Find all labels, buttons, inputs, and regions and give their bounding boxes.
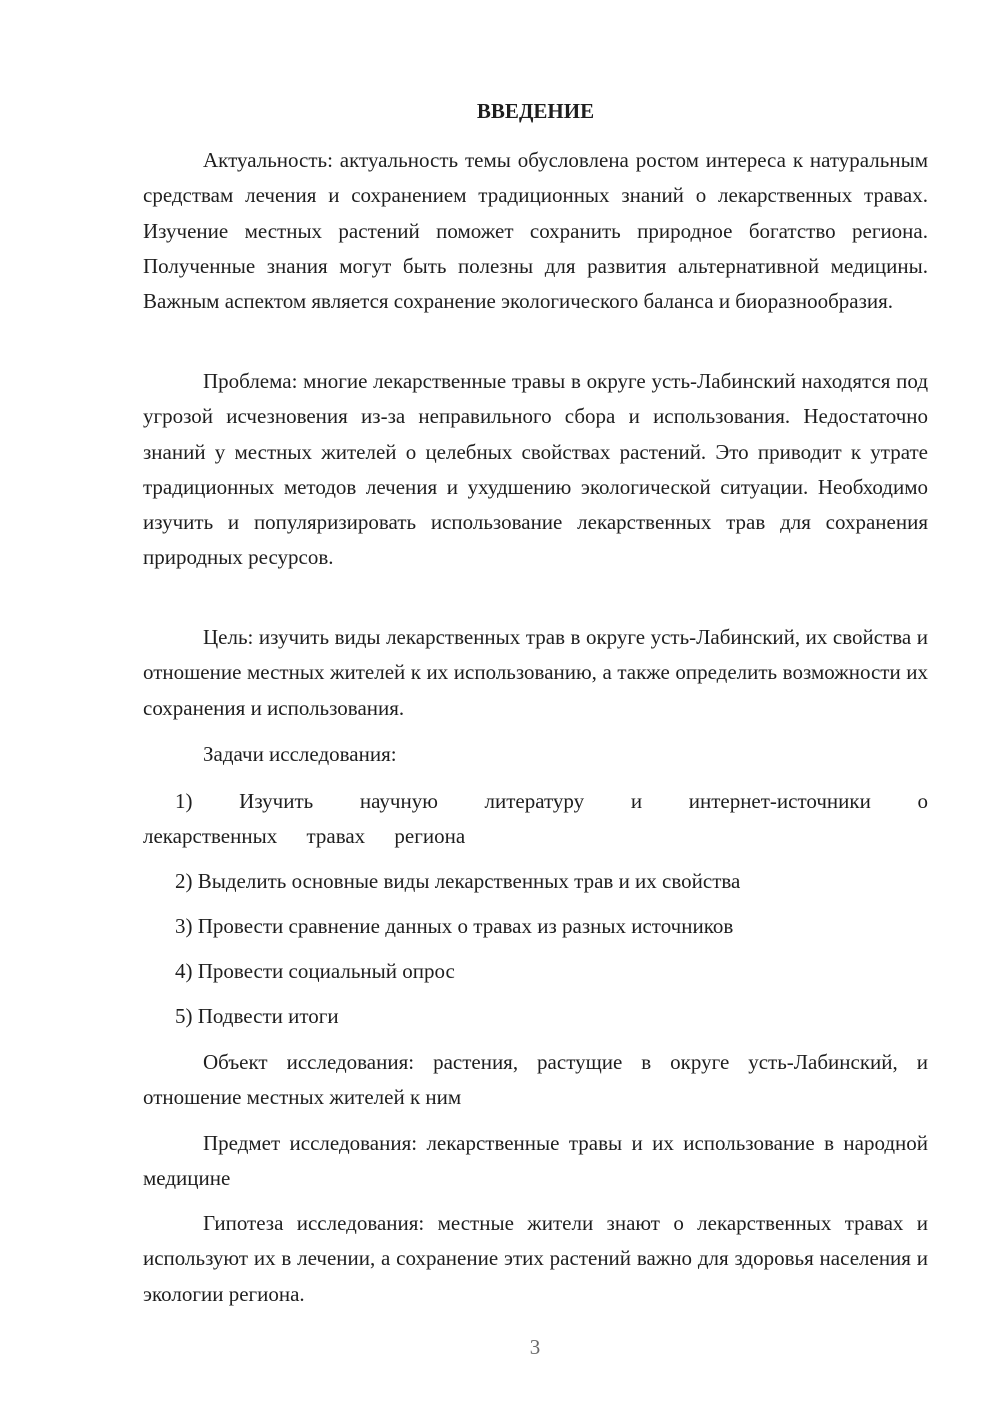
page-title: ВВЕДЕНИЕ	[476, 99, 595, 123]
task-item-4: 4) Провести социальный опрос	[175, 959, 455, 983]
task-item-2: 2) Выделить основные виды лекарственных трав и их свойства	[175, 869, 741, 893]
task-item-1	[143, 784, 928, 855]
task-item-3: 3) Провести сравнение данных о травах из разных источников	[175, 914, 734, 938]
task-item-5: 5) Подвести итоги	[175, 1004, 339, 1028]
problem-paragraph: Проблема: многие лекарственные травы в округе усть-Лабинский находятся под угрозой исчезновения из-за неправильного сбора и использования. Недостаточно знаний у местных жителей о целебных свойствах растений. Это приводит к утрате традиционных методов лечения и ухудшению экологической ситуации. Необходимо изучить и популяризировать использование лекарственных трав для сохранения природных ресурсов.	[143, 369, 928, 570]
object-paragraph: Объект исследования: растения, растущие в округе усть-Лабинский, и отношение местных жителей к ним	[143, 1050, 928, 1110]
task-item-1-text: 1) Изучить научную литературу и интернет-источники о лекарственных травах региона	[143, 789, 928, 849]
subject-paragraph: Предмет исследования: лекарственные травы и их использование в народной медицине	[143, 1131, 928, 1191]
tasks-heading: Задачи исследования:	[203, 742, 397, 766]
goal-paragraph: Цель: изучить виды лекарственных трав в округе усть-Лабинский, их свойства и отношение местных жителей к их использованию, а также определить возможности их сохранения и использования.	[143, 625, 928, 720]
hypothesis-paragraph: Гипотеза исследования: местные жители знают о лекарственных травах и используют их в лечении, а сохранение этих растений важно для здоровья населения и экологии региона.	[143, 1211, 928, 1306]
page-number: 3	[529, 1335, 541, 1359]
relevance-paragraph: Актуальность: актуальность темы обусловлена ростом интереса к натуральным средствам лечения и сохранением традиционных знаний о лекарственных травах. Изучение местных растений поможет сохранить природное богатство региона. Полученные знания могут быть полезны для развития альтернативной медицины. Важным аспектом является сохранение экологического баланса и биоразнообразия.	[143, 148, 928, 314]
